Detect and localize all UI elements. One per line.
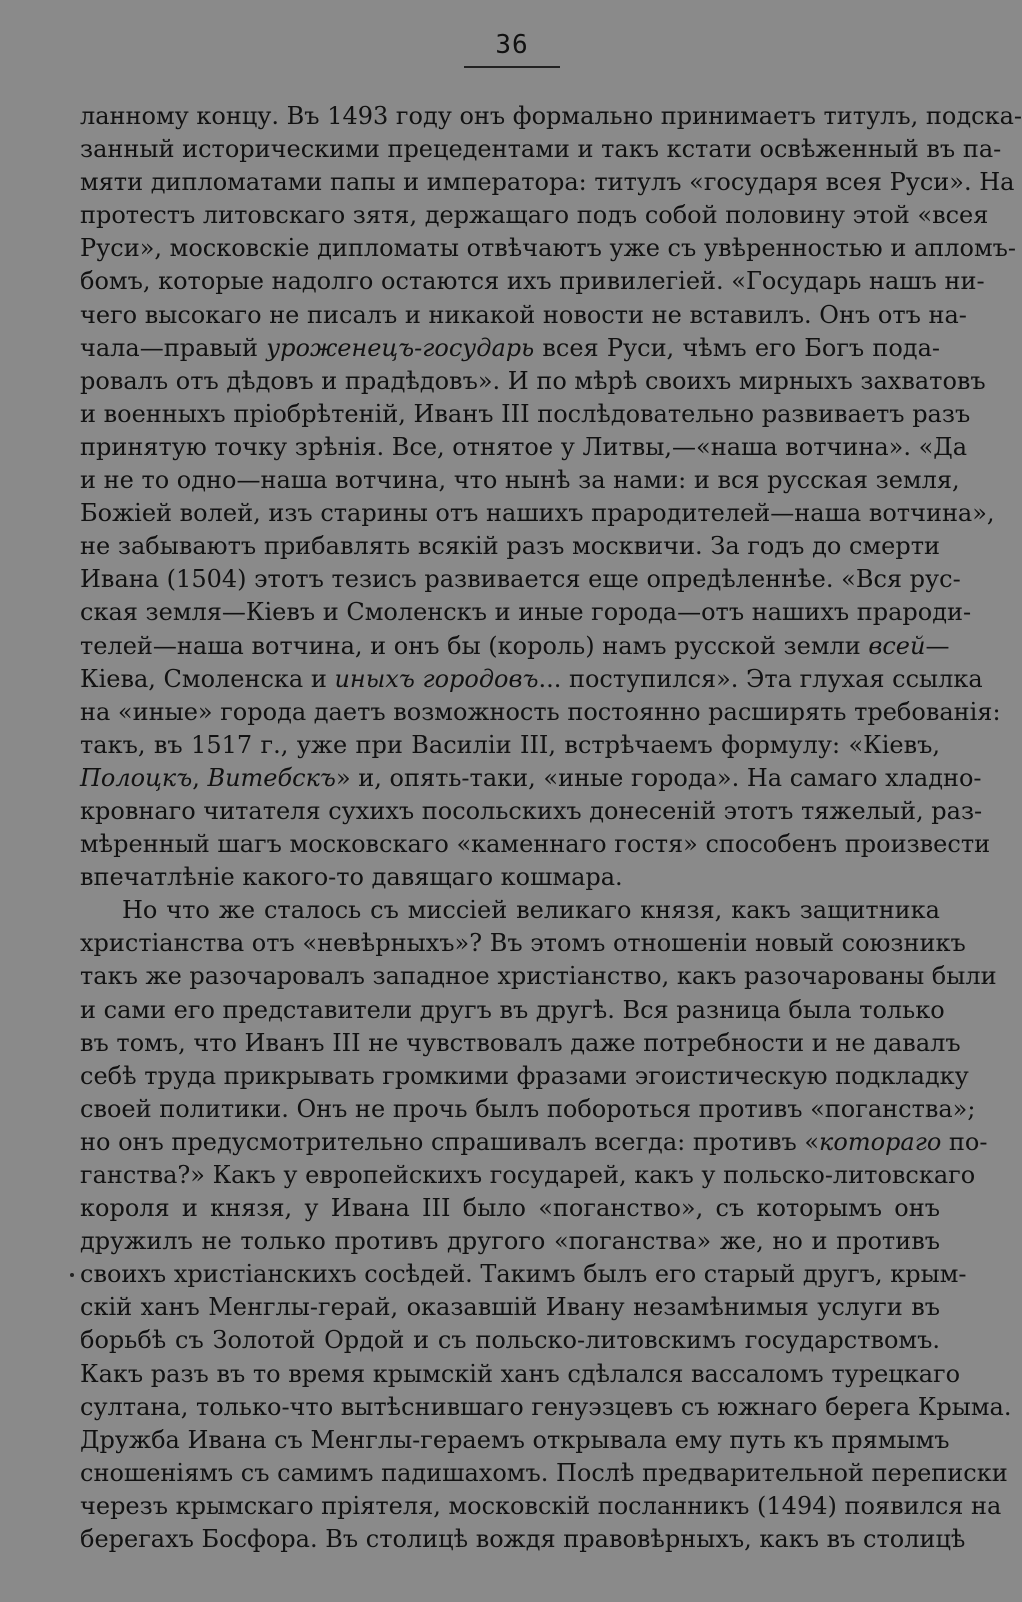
italic-text: уроженецъ-государь	[266, 333, 535, 362]
line-text: своихъ христіанскихъ сосѣдей. Такимъ былъ его старый другъ, крым-	[80, 1260, 967, 1289]
line-text: впечатлѣніе какого-то давящаго кошмара.	[80, 863, 623, 892]
text-line	[80, 861, 940, 894]
line-text: сношеніямъ съ самимъ падишахомъ. Послѣ предварительной переписки	[80, 1458, 1008, 1487]
text-line	[80, 1358, 961, 1391]
text-line	[80, 365, 986, 398]
line-text: кровнаго читателя сухихъ посольскихъ донесеній этотъ тяжелый, раз-	[80, 796, 983, 825]
text-line	[80, 1457, 1008, 1490]
text-line	[80, 663, 983, 696]
text-line	[80, 1324, 940, 1357]
text-line	[80, 265, 985, 298]
text-line	[80, 299, 967, 332]
text-line	[80, 1523, 966, 1556]
text-line	[80, 696, 1001, 729]
text-line	[80, 894, 940, 927]
line-text: борьбѣ съ Золотой Ордой и съ польско-литовскимъ государствомъ.	[80, 1326, 940, 1355]
line-text: и не то одно—наша вотчина, что нынѣ за нами: и вся русская земля,	[80, 466, 960, 495]
text-line	[80, 530, 940, 563]
italic-text: Полоцкъ	[80, 763, 193, 792]
line-text: себѣ труда прикрывать громкими фразами эгоистическую подкладку	[80, 1061, 969, 1090]
line-text: на «иные» города даетъ возможность постоянно расширять требованія:	[80, 697, 1001, 726]
line-text: мѣренный шагъ московскаго «каменнаго гостя» способенъ произвести	[80, 830, 991, 859]
text-line	[80, 1225, 940, 1258]
line-text: —	[925, 631, 950, 660]
line-text: Дружба Ивана съ Менглы-гераемъ открывала ему путь къ прямымъ	[80, 1425, 950, 1454]
line-text: мяти дипломатами папы и императора: титулъ «государя всея Руси». На	[80, 168, 1015, 197]
line-text: христіанства отъ «невѣрныхъ»? Въ этомъ отношеніи новый союзникъ	[80, 929, 966, 958]
text-line	[80, 1093, 976, 1126]
italic-text: Витебскъ	[207, 763, 336, 792]
line-text: всея Руси, чѣмъ его Богъ пода-	[534, 333, 941, 362]
line-text: и сами его представители другъ въ другѣ. Вся разница была только	[80, 995, 945, 1024]
line-text: принятую точку зрѣнія. Все, отнятое у Литвы,—«наша вотчина». «Да	[80, 432, 968, 461]
line-text: » и, опять-таки, «иные города». На самаго хладно-	[335, 763, 982, 792]
text-line	[80, 1258, 967, 1291]
line-text: Ивана (1504) этотъ тезисъ развивается еще опредѣленнѣе. «Вся рус-	[80, 565, 961, 594]
text-line	[80, 1291, 940, 1324]
text-line	[80, 497, 995, 530]
text-line	[80, 1424, 950, 1457]
line-text: ская земля—Кіевъ и Смоленскъ и иные города—отъ нашихъ прароди-	[80, 598, 972, 627]
text-line	[80, 133, 1002, 166]
line-text: чала—правый	[80, 333, 267, 362]
line-text: ганства?» Какъ у европейскихъ государей, какъ у польско-литовскаго	[80, 1161, 976, 1189]
line-text: и военныхъ пріобрѣтеній, Иванъ III послѣдовательно развиваетъ разъ	[80, 399, 971, 428]
text-line	[80, 630, 950, 663]
page-text	[80, 100, 1022, 1556]
line-text: черезъ крымскаго пріятеля, московскій посланникъ (1494) появился на	[80, 1491, 1002, 1520]
text-line	[80, 398, 971, 431]
text-line	[80, 596, 972, 629]
text-line	[80, 994, 945, 1027]
text-line	[80, 431, 968, 464]
text-line	[80, 332, 940, 365]
margin-mark	[70, 1273, 74, 1277]
line-text: Божіей волей, изъ старины отъ нашихъ прародителей—наша вотчина»,	[80, 499, 995, 528]
line-text: телей—наша вотчина, и онъ бы (король) намъ русской земли	[80, 631, 869, 660]
line-text: скій ханъ Менглы-герай, оказавшій Ивану незамѣнимыя услуги въ	[80, 1293, 940, 1322]
text-line	[80, 563, 961, 596]
text-line	[80, 1060, 969, 1093]
page-number-rule	[464, 66, 560, 68]
text-line	[80, 464, 960, 497]
text-line	[80, 762, 982, 795]
text-line	[80, 1192, 940, 1225]
text-line	[80, 1126, 988, 1159]
line-text: ланному концу. Въ 1493 году онъ формально принимаетъ титулъ, подска-	[80, 102, 1022, 130]
line-text: ,	[192, 763, 208, 792]
line-text: такъ же разочаровалъ западное христіанство, какъ разочарованы были	[80, 962, 997, 991]
text-line	[80, 927, 966, 960]
line-text: своей политики. Онъ не прочь былъ побороться противъ «поганства»;	[80, 1094, 976, 1123]
line-text: Какъ разъ въ то время крымскій ханъ сдѣлался вассаломъ турецкаго	[80, 1359, 961, 1388]
line-text: въ томъ, что Иванъ III не чувствовалъ даже потребности и не давалъ	[80, 1028, 961, 1057]
line-text: по-	[941, 1127, 988, 1156]
text-line	[80, 199, 989, 232]
text-line	[80, 828, 991, 861]
text-line	[80, 166, 1015, 199]
text-line	[80, 960, 997, 993]
text-line	[80, 1391, 1012, 1424]
line-text: Но что же сталось съ миссіей великаго князя, какъ защитника	[122, 896, 940, 925]
italic-text: иныхъ городовъ	[334, 664, 539, 693]
page-number: 36	[495, 30, 529, 60]
line-text: Кіева, Смоленска и	[80, 664, 335, 693]
italic-text: котораго	[819, 1127, 942, 1156]
italic-text: всей	[868, 631, 926, 660]
text-line	[80, 1027, 961, 1060]
line-text: Руси», московскіе дипломаты отвѣчаютъ уже съ увѣренностью и апломъ-	[80, 234, 1016, 263]
text-line	[80, 232, 1016, 265]
line-text: занный историческими прецедентами и такъ кстати освѣженный въ па-	[80, 135, 1002, 164]
line-text: чего высокаго не писалъ и никакой новости не вставилъ. Онъ отъ на-	[80, 300, 967, 329]
text-line	[80, 1159, 976, 1192]
line-text: не забываютъ прибавлять всякій разъ москвичи. За годъ до смерти	[80, 532, 940, 561]
line-text: дружилъ не только противъ другого «поганства» же, но и противъ	[80, 1227, 940, 1256]
line-text: берегахъ Босфора. Въ столицѣ вождя правовѣрныхъ, какъ въ столицѣ	[80, 1525, 966, 1554]
text-line	[80, 1490, 1002, 1523]
line-text: ... поступился». Эта глухая ссылка	[538, 664, 983, 693]
line-text: султана, только-что вытѣснившаго генуэзцевъ съ южнаго берега Крыма.	[80, 1392, 1012, 1421]
text-line	[80, 795, 983, 828]
line-text: но онъ предусмотрительно спрашивалъ всегда: противъ «	[80, 1127, 820, 1156]
line-text: такъ, въ 1517 г., уже при Василіи III, встрѣчаемъ формулу: «Кіевъ,	[80, 730, 940, 759]
line-text: ровалъ отъ дѣдовъ и прадѣдовъ». И по мѣрѣ своихъ мирныхъ захватовъ	[80, 366, 986, 395]
line-text: бомъ, которые надолго остаются ихъ привилегіей. «Государь нашъ ни-	[80, 267, 985, 296]
text-line	[80, 729, 940, 762]
text-line	[80, 100, 1022, 133]
line-text: короля и князя, у Ивана III было «поганство», съ которымъ онъ	[80, 1194, 940, 1223]
line-text: протестъ литовскаго зятя, держащаго подъ собой половину этой «всея	[80, 201, 989, 230]
